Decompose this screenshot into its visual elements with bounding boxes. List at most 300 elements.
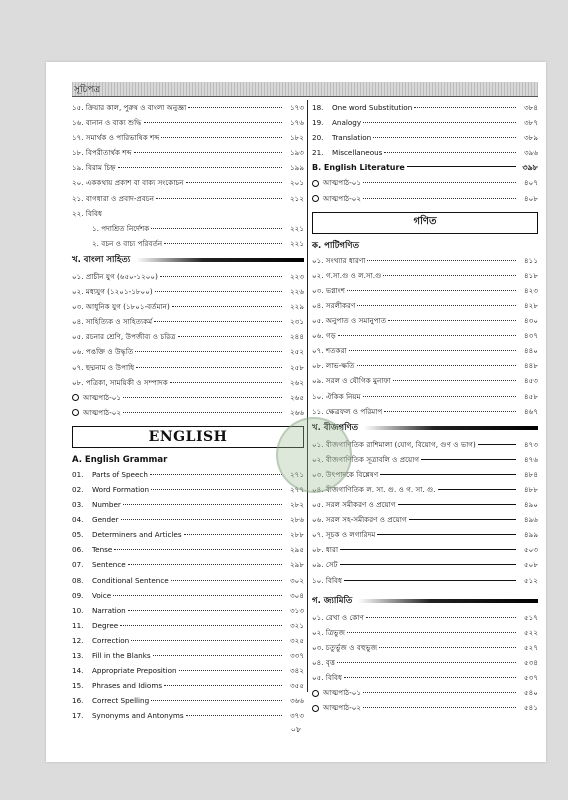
geometry-heading: গ. জ্যামিতি bbox=[312, 592, 538, 610]
entry-page: ২৫৮ bbox=[289, 362, 304, 372]
entry-title: Synonyms and Antonyms bbox=[92, 711, 184, 721]
entry-number: 05. bbox=[72, 530, 84, 540]
toc-entry bbox=[312, 640, 538, 655]
entry-title: ০২. গ.সা.গু ও ল.সা.গু bbox=[312, 270, 382, 280]
leader-dots bbox=[186, 182, 282, 183]
leader-dots bbox=[156, 198, 282, 199]
entry-page: ৪৭৩ bbox=[523, 439, 538, 449]
leader-dots bbox=[347, 632, 516, 633]
entry-page: ৪১১ bbox=[524, 255, 538, 265]
toc-entry bbox=[72, 603, 304, 618]
entry-page: ১৯৯ bbox=[290, 163, 304, 173]
toc-entry bbox=[72, 633, 304, 648]
entry-page: ৪৯০ bbox=[523, 500, 538, 510]
entry-page: ৪৩৭ bbox=[523, 331, 538, 341]
entry-number: 13. bbox=[72, 651, 84, 660]
toc-entry bbox=[312, 313, 538, 328]
entry-title: আত্মপাঠ-০২ bbox=[323, 703, 362, 713]
entry-title: ২. বচন ও বাচ্য পরিবর্তন bbox=[92, 238, 163, 248]
entry-page: ৪৪৮ bbox=[524, 361, 538, 371]
entry-page: ৩৮৯ bbox=[523, 133, 538, 143]
circle-bullet-icon bbox=[312, 705, 319, 712]
entry-page: ৩৫৫ bbox=[289, 681, 304, 691]
leader-dots bbox=[123, 412, 282, 413]
toc-entry bbox=[312, 700, 538, 715]
entry-title: Parts of Speech bbox=[92, 469, 148, 479]
toc-entry bbox=[72, 467, 304, 482]
heading-bar bbox=[358, 599, 538, 603]
entry-title: Miscellaneous bbox=[332, 148, 383, 158]
leader-dots bbox=[134, 152, 282, 153]
leader-dots bbox=[363, 396, 516, 397]
toc-entry bbox=[72, 145, 304, 160]
entry-title: One word Substitution bbox=[332, 103, 413, 112]
leader-dots bbox=[153, 655, 282, 656]
leader-dots bbox=[164, 243, 282, 244]
entry-page: ৪৪০ bbox=[523, 346, 538, 356]
entry-title: ০২. মধ্যযুগ (১২০১-১৮০০) bbox=[72, 287, 153, 297]
toc-entry bbox=[72, 299, 304, 314]
entry-page: ৫৪০ bbox=[523, 688, 538, 698]
entry-title: ০৫. অনুপাত ও সমানুপাত bbox=[312, 316, 387, 326]
header-band bbox=[72, 82, 538, 97]
english-section-title: ENGLISH bbox=[72, 426, 304, 448]
bangla-grammar-sublist bbox=[72, 221, 304, 251]
toc-entry bbox=[72, 100, 304, 115]
english-literature-list bbox=[312, 175, 538, 205]
leader-dots bbox=[188, 107, 282, 108]
entry-title: Correction bbox=[92, 635, 130, 645]
entry-title: ০৪. বৃত্ত bbox=[312, 657, 336, 667]
entry-title: ০৩. উৎপাদকে বিশ্লেষণ bbox=[312, 469, 379, 479]
leader-dots bbox=[338, 335, 516, 336]
entry-page: ৪২৩ bbox=[523, 285, 538, 295]
entry-title: ০৯. সেট bbox=[312, 560, 338, 570]
leader-dots bbox=[414, 107, 516, 108]
toc-entry bbox=[312, 253, 538, 268]
toc-entry bbox=[72, 678, 304, 693]
entry-page: ৪০৭ bbox=[523, 178, 538, 188]
heading-bar bbox=[136, 258, 304, 262]
leader-dots bbox=[363, 692, 516, 693]
leader-dots bbox=[383, 275, 516, 276]
leader-dots bbox=[384, 152, 516, 153]
entry-title: Gender bbox=[92, 515, 119, 525]
circle-bullet-icon bbox=[312, 690, 319, 697]
entry-title: Translation bbox=[332, 133, 372, 143]
entry-page: ৩২১ bbox=[289, 620, 304, 630]
entry-title: ০৪. সরলীকরণ bbox=[312, 300, 356, 310]
toc-entry bbox=[72, 390, 304, 405]
leader-dots bbox=[379, 647, 516, 648]
geometry-list bbox=[312, 610, 538, 716]
entry-title: ১৬. বানান ও বাক্য শুদ্ধি bbox=[72, 118, 142, 128]
entry-page: ৩৬৬ bbox=[289, 696, 304, 706]
leader-dots bbox=[349, 350, 516, 351]
entry-title: ০৭. সূচক ও লগারিদম bbox=[312, 530, 376, 540]
entry-page: ৩৪২ bbox=[289, 666, 304, 676]
leader-dots bbox=[373, 137, 516, 138]
entry-page: ৪৫৮ bbox=[524, 391, 538, 401]
entry-page: ৩২৫ bbox=[289, 635, 304, 645]
toc-entry bbox=[72, 115, 304, 130]
leader-dots bbox=[128, 564, 282, 565]
toc-entry bbox=[312, 115, 538, 130]
leader-dots bbox=[172, 306, 282, 307]
entry-page: ২৬২ bbox=[289, 377, 304, 387]
leader-dots bbox=[113, 595, 282, 596]
entry-title: ০৮. পত্রিকা, সাময়িকী ও সম্পাদক bbox=[72, 377, 168, 387]
entry-page: ৫৩৪ bbox=[523, 657, 538, 667]
entry-page: ২০১ bbox=[289, 178, 304, 188]
toc-entry bbox=[72, 648, 304, 663]
entry-title: ১৭. সমার্থক ও পারিভাষিক শব্দ bbox=[72, 133, 160, 143]
entry-title: ০৯. সরল ও যৌগিক মুনাফা bbox=[312, 376, 391, 386]
toc-entry bbox=[312, 625, 538, 640]
leader-dots bbox=[136, 367, 282, 368]
entry-page: ৪২৮ bbox=[523, 300, 538, 310]
leader-dots bbox=[340, 564, 517, 565]
arithmetic-heading: ক. পাটিগণিত bbox=[312, 240, 359, 251]
toc-entry bbox=[72, 360, 304, 375]
entry-title: ০৮. লাভ-ক্ষতি bbox=[312, 361, 355, 371]
leader-dots bbox=[178, 336, 282, 337]
leader-dots bbox=[120, 625, 282, 626]
entry-title: Word Formation bbox=[92, 484, 150, 494]
entry-number: 08. bbox=[72, 575, 84, 585]
right-column bbox=[312, 100, 538, 715]
entry-title: ০৫. রচনার শ্রেণি, উপজীব্য ও চরিত্র bbox=[72, 332, 176, 342]
leader-dots bbox=[121, 519, 283, 520]
entry-page: ২৬৫ bbox=[289, 392, 304, 402]
toc-entry bbox=[312, 557, 538, 572]
entry-page: ৪৯৯ bbox=[524, 530, 538, 540]
entry-page: ১৭৩ bbox=[289, 103, 304, 112]
toc-entry bbox=[72, 482, 304, 497]
leader-dots bbox=[384, 411, 516, 412]
entry-page: ২৮৬ bbox=[289, 515, 304, 525]
entry-page: ৪১৮ bbox=[524, 270, 538, 280]
entry-title: ১. পদাশ্রিত নির্দেশক bbox=[92, 223, 150, 233]
toc-entry bbox=[312, 100, 538, 115]
toc-entry bbox=[72, 329, 304, 344]
english-grammar-list bbox=[72, 467, 304, 724]
entry-title: আত্মপাঠ-০১ bbox=[323, 178, 362, 188]
toc-entry bbox=[72, 314, 304, 329]
entry-page: ৪৮৪ bbox=[524, 469, 538, 479]
toc-entry bbox=[312, 573, 538, 588]
entry-page: ২২৩ bbox=[289, 271, 304, 281]
entry-page: ১৯৩ bbox=[289, 148, 304, 158]
toc-entry bbox=[72, 269, 304, 284]
entry-page: ৪৫৩ bbox=[523, 376, 538, 386]
entry-page: ২৮২ bbox=[289, 500, 304, 510]
entry-page: ৪০৮ bbox=[523, 193, 538, 203]
entry-page: ৫২২ bbox=[523, 627, 538, 637]
entry-page: ৩৯৬ bbox=[523, 148, 538, 158]
entry-title: ১৮. বিপরীতার্থক শব্দ bbox=[72, 148, 132, 158]
toc-entry bbox=[312, 373, 538, 388]
leader-dots bbox=[363, 182, 516, 183]
entry-page: ৫০৮ bbox=[523, 560, 538, 570]
toc-entry bbox=[312, 358, 538, 373]
entry-page: ৩৩৭ bbox=[289, 651, 304, 660]
entry-page: ২৭১ bbox=[289, 469, 304, 479]
entry-page: ৪৯৬ bbox=[523, 515, 538, 525]
column-divider bbox=[307, 100, 308, 692]
entry-page: ২৮৮ bbox=[289, 530, 304, 540]
leader-dots bbox=[478, 444, 516, 445]
entry-page: ২২৬ bbox=[289, 287, 304, 297]
entry-title: Appropriate Preposition bbox=[92, 666, 177, 676]
entry-page: ৩৮৪ bbox=[523, 103, 538, 112]
toc-entry bbox=[72, 206, 304, 221]
entry-page: ৩৮৭ bbox=[523, 118, 538, 128]
toc-entry bbox=[72, 160, 304, 175]
leader-dots bbox=[357, 305, 516, 306]
arithmetic-list bbox=[312, 253, 538, 419]
leader-dots bbox=[363, 198, 516, 199]
entry-page: ৩১৩ bbox=[289, 605, 304, 615]
left-column bbox=[72, 100, 304, 723]
entry-title: ০১. রেখা ও কোণ bbox=[312, 612, 364, 622]
leader-dots bbox=[151, 700, 282, 701]
toc-entry bbox=[312, 298, 538, 313]
toc-entry bbox=[312, 283, 538, 298]
toc-entry bbox=[72, 693, 304, 708]
leader-dots bbox=[179, 670, 282, 671]
toc-entry bbox=[312, 542, 538, 557]
entry-title: ১৫. ক্রিয়ার কাল, পুরুষ ও বাংলা অনুজ্ঞা bbox=[72, 103, 187, 112]
leader-dots bbox=[151, 489, 282, 490]
entry-page: ২৬৬ bbox=[289, 407, 304, 417]
entry-page: ১৮২ bbox=[289, 133, 304, 143]
entry-title: ১০. ঐকিক নিয়ম bbox=[312, 391, 361, 401]
circle-bullet-icon bbox=[72, 394, 79, 401]
entry-title: আত্মপাঠ-০২ bbox=[323, 193, 362, 203]
leader-dots bbox=[393, 380, 516, 381]
toc-entry bbox=[312, 497, 538, 512]
toc-entry bbox=[312, 145, 538, 160]
entry-title: Determiners and Articles bbox=[92, 530, 182, 540]
toc-entry bbox=[312, 685, 538, 700]
entry-number: 02. bbox=[72, 484, 84, 494]
heading-bar bbox=[364, 426, 538, 430]
entry-title: Correct Spelling bbox=[92, 696, 150, 706]
leader-dots bbox=[118, 167, 282, 168]
entry-title: ১১. ক্ষেত্রফল ও পরিমাপ bbox=[312, 406, 383, 416]
entry-title: ০২. ত্রিভুজ bbox=[312, 627, 346, 637]
toc-entry bbox=[312, 655, 538, 670]
bangla-literature-heading: খ. বাংলা সাহিত্য bbox=[72, 251, 304, 269]
leader-dots bbox=[337, 662, 516, 663]
circle-bullet-icon bbox=[72, 409, 79, 416]
entry-title: Phrases and Idioms bbox=[92, 681, 163, 691]
entry-page: ২২৯ bbox=[289, 302, 304, 312]
entry-page: ২৯৮ bbox=[289, 560, 304, 570]
leader-dots bbox=[170, 382, 282, 383]
math-section-title: গণিত bbox=[312, 212, 538, 234]
leader-dots bbox=[160, 276, 282, 277]
english-literature-heading: B. English Literature ৩৯৮ bbox=[312, 163, 538, 173]
entry-title: ১০. বিবিধ bbox=[312, 575, 343, 585]
entry-number: 16. bbox=[72, 696, 84, 706]
entry-page: ৫৪১ bbox=[524, 703, 538, 713]
entry-title: ০৩. ভগ্নাংশ bbox=[312, 285, 346, 295]
leader-dots bbox=[161, 137, 282, 138]
toc-entry bbox=[312, 328, 538, 343]
toc-entry bbox=[312, 404, 538, 419]
leader-dots bbox=[344, 677, 516, 678]
entry-title: Sentence bbox=[92, 560, 126, 570]
entry-title: ০৬. গড় bbox=[312, 331, 336, 341]
toc-entry bbox=[312, 527, 538, 542]
entry-title: ০১. প্রাচীন যুগ (৬৫০-১২০০) bbox=[72, 271, 158, 281]
toc-entry bbox=[72, 573, 304, 588]
leader-dots bbox=[144, 122, 282, 123]
watermark-logo bbox=[276, 417, 352, 493]
leader-dots bbox=[363, 122, 516, 123]
toc-entry bbox=[72, 512, 304, 527]
leader-dots bbox=[171, 580, 282, 581]
leader-dots bbox=[438, 489, 516, 490]
entry-title: ০১. বীজগাণিতিক রাশিমালা (যোগ, বিয়োগ, গুণ ও ভাগ) bbox=[312, 439, 476, 449]
toc-entry bbox=[312, 512, 538, 527]
toc-entry bbox=[72, 175, 304, 190]
toc-entry bbox=[312, 175, 538, 190]
toc-entry bbox=[72, 663, 304, 678]
entry-title: ০৪. বীজগাণিতিক ল. সা. গু. ও গ. সা. গু. bbox=[312, 484, 436, 494]
leader-dots bbox=[184, 534, 282, 535]
entry-title: Degree bbox=[92, 620, 119, 630]
toc-entry bbox=[312, 191, 538, 206]
entry-number: 14. bbox=[72, 666, 84, 676]
entry-title: ২০. এককথায় প্রকাশ বা বাক্য সংকোচন bbox=[72, 178, 184, 188]
entry-page: ৩০৪ bbox=[289, 590, 304, 600]
leader-dots bbox=[154, 321, 282, 322]
page-header-title: সূচিপত্র bbox=[74, 85, 101, 95]
entry-title: ০৩. আধুনিক যুগ (১৮০১-বর্তমান) bbox=[72, 302, 170, 312]
page bbox=[46, 62, 546, 762]
toc-entry bbox=[72, 708, 304, 723]
leader-dots bbox=[398, 504, 516, 505]
entry-number: 01. bbox=[72, 469, 84, 479]
entry-page: ৩০২ bbox=[289, 575, 304, 585]
toc-entry bbox=[72, 130, 304, 145]
leader-dots bbox=[155, 291, 282, 292]
toc-entry bbox=[72, 375, 304, 390]
entry-title: ০৮. ধারা bbox=[312, 545, 339, 555]
entry-number: 12. bbox=[72, 635, 84, 645]
entry-page: ২১২ bbox=[289, 193, 304, 203]
toc-entry bbox=[312, 670, 538, 685]
entry-page: ২২১ bbox=[289, 238, 304, 248]
leader-dots bbox=[151, 228, 282, 229]
toc-entry bbox=[72, 236, 304, 251]
toc-entry bbox=[72, 497, 304, 512]
leader-dots bbox=[366, 617, 516, 618]
leader-dots bbox=[135, 351, 282, 352]
entry-page: ২৯৫ bbox=[289, 545, 304, 555]
entry-page: ২৭৭ bbox=[289, 484, 304, 494]
entry-number: 19. bbox=[312, 118, 324, 128]
entry-page: ৪৭৬ bbox=[523, 454, 538, 464]
entry-number: 06. bbox=[72, 545, 84, 555]
entry-title: Tense bbox=[92, 545, 113, 555]
entry-number: 04. bbox=[72, 515, 84, 525]
entry-title: ০২. বীজগাণিতিক সূত্রাবলি ও প্রয়োগ bbox=[312, 454, 420, 464]
entry-number: 09. bbox=[72, 590, 84, 600]
entry-title: Voice bbox=[92, 590, 112, 600]
entry-page: ৫১২ bbox=[523, 575, 538, 585]
leader-dots bbox=[357, 365, 516, 366]
toc-entry bbox=[312, 389, 538, 404]
entry-title: আত্মপাঠ-০২ bbox=[83, 407, 122, 417]
toc-entry bbox=[72, 221, 304, 236]
circle-bullet-icon bbox=[312, 180, 319, 187]
bangla-literature-list bbox=[72, 269, 304, 420]
entry-title: ০৩. চতুর্ভুজ ও বহুভুজ bbox=[312, 642, 378, 652]
entry-title: ২১. বাগধারা ও প্রবাদ-প্রবচন bbox=[72, 193, 155, 203]
entry-page: ২৩১ bbox=[289, 317, 304, 327]
entry-title: ০৫. বিবিধ bbox=[312, 673, 343, 682]
entry-page: ৫১৭ bbox=[523, 612, 538, 622]
entry-number: 03. bbox=[72, 500, 84, 510]
entry-number: 17. bbox=[72, 711, 84, 721]
entry-number: 07. bbox=[72, 560, 84, 570]
entry-number: 15. bbox=[72, 681, 84, 691]
entry-page: ৪৬৭ bbox=[523, 406, 538, 416]
toc-entry bbox=[72, 588, 304, 603]
leader-dots bbox=[164, 685, 282, 686]
toc-entry bbox=[72, 344, 304, 359]
toc-entry bbox=[72, 557, 304, 572]
leader-dots bbox=[347, 290, 516, 291]
circle-bullet-icon bbox=[312, 195, 319, 202]
entry-title: ০৬. পঙক্তি ও উদ্ধৃতি bbox=[72, 347, 134, 357]
toc-entry bbox=[312, 482, 538, 497]
entry-title: ০৭. শতকরা bbox=[312, 346, 347, 356]
toc-entry bbox=[312, 268, 538, 283]
leader-dots bbox=[150, 474, 282, 475]
entry-title: ০৫. সরল সমীকরণ ও প্রয়োগ bbox=[312, 500, 396, 510]
leader-dots bbox=[340, 549, 516, 550]
entry-title: ০৭. ছদ্মনাম ও উপাধি bbox=[72, 362, 135, 372]
leader-dots bbox=[344, 580, 516, 581]
toc-entry bbox=[312, 610, 538, 625]
leader-dots bbox=[380, 474, 516, 475]
entry-page: ২৫২ bbox=[289, 347, 304, 357]
entry-title: আত্মপাঠ-০১ bbox=[83, 392, 122, 402]
entry-page: ১৭৬ bbox=[289, 118, 304, 128]
toc-entry bbox=[72, 618, 304, 633]
entry-title: Analogy bbox=[332, 118, 362, 128]
page-number: ০৮ bbox=[290, 725, 302, 734]
entry-number: 20. bbox=[312, 133, 324, 143]
english-grammar-list-continued bbox=[312, 100, 538, 160]
toc-entry bbox=[312, 343, 538, 358]
toc-entry bbox=[312, 130, 538, 145]
leader-dots bbox=[367, 260, 516, 261]
entry-page: ৪৮৮ bbox=[524, 484, 538, 494]
entry-title: ০৬. সরল সহ-সমীকরণ ও প্রয়োগ bbox=[312, 515, 407, 525]
entry-title: Fill in the Blanks bbox=[92, 651, 151, 660]
entry-title: ০১. সংখ্যার ধারণা bbox=[312, 255, 366, 265]
toc-entry bbox=[72, 527, 304, 542]
leader-dots bbox=[363, 707, 516, 708]
bangla-grammar-list bbox=[72, 100, 304, 221]
leader-dots bbox=[186, 715, 282, 716]
